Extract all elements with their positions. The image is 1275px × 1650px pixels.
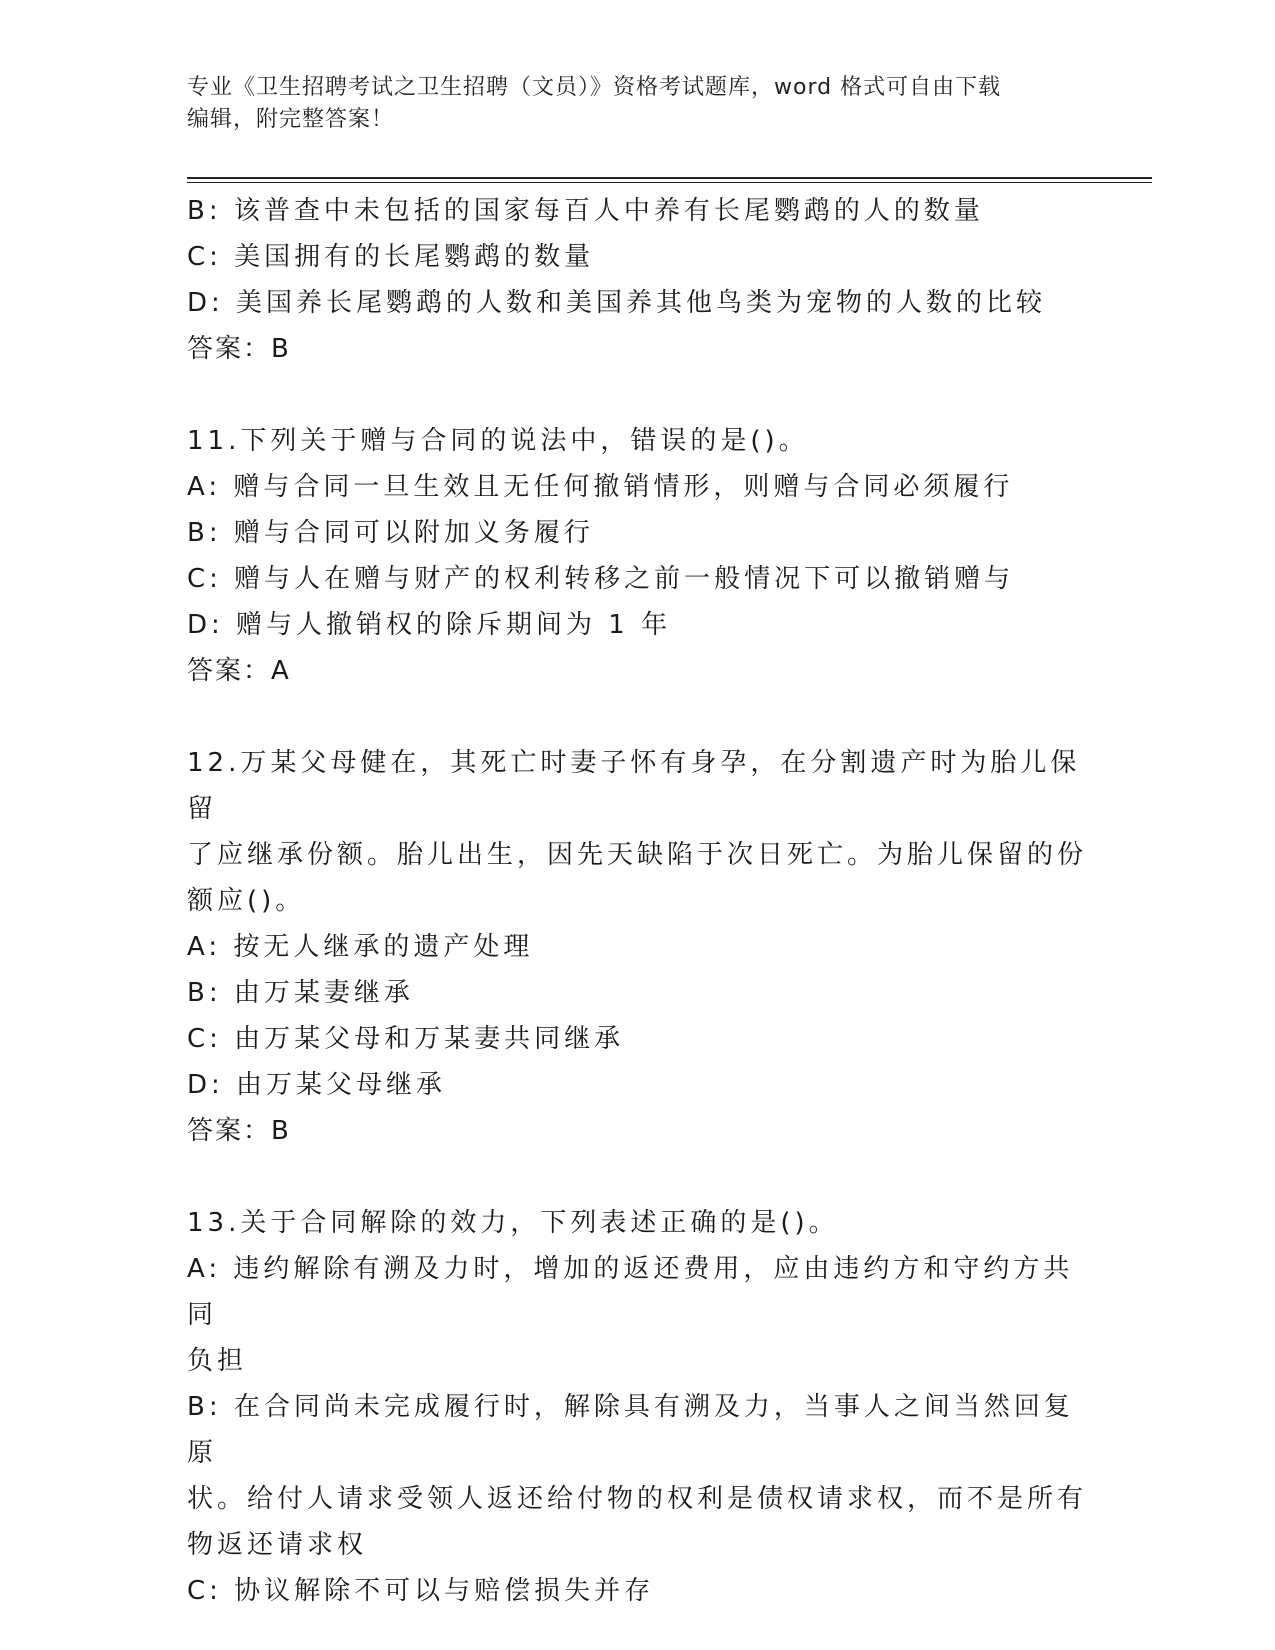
question-text-line-1: 12.万某父母健在，其死亡时妻子怀有身孕，在分割遗产时为胎儿保留 — [187, 748, 1081, 824]
option-a: A: 按无人继承的遗产处理 — [187, 932, 534, 962]
document-header — [187, 72, 1087, 136]
question-text-line-3: 额应()。 — [187, 886, 306, 916]
answer: 答案：B — [187, 334, 291, 364]
option-c: C: 美国拥有的长尾鹦鹉的数量 — [187, 242, 595, 272]
option-a: A: 赠与合同一旦生效且无任何撤销情形，则赠与合同必须履行 — [187, 472, 1014, 502]
question-11 — [187, 418, 1087, 694]
option-b: B: 由万某妻继承 — [187, 978, 414, 1008]
option-a-line-2: 负担 — [187, 1346, 248, 1376]
option-d: D: 美国养长尾鹦鹉的人数和美国养其他鸟类为宠物的人数的比较 — [187, 288, 1047, 318]
header-divider-thick — [187, 177, 1152, 179]
answer: 答案：A — [187, 656, 291, 686]
option-a-line-1: A: 违约解除有溯及力时，增加的返还费用，应由违约方和守约方共同 — [187, 1254, 1074, 1330]
option-c: C: 协议解除不可以与赔偿损失并存 — [187, 1576, 655, 1606]
option-b-line-2: 状。给付人请求受领人返还给付物的权利是债权请求权，而不是所有 — [187, 1484, 1088, 1514]
question-text-line-2: 了应继承份额。胎儿出生，因先天缺陷于次日死亡。为胎儿保留的份 — [187, 840, 1088, 870]
option-b: B: 赠与合同可以附加义务履行 — [187, 518, 594, 548]
option-d: D: 赠与人撤销权的除斥期间为 1 年 — [187, 610, 672, 640]
option-b-line-1: B: 在合同尚未完成履行时，解除具有溯及力，当事人之间当然回复原 — [187, 1392, 1074, 1468]
option-c: C: 由万某父母和万某妻共同继承 — [187, 1024, 625, 1054]
question-13 — [187, 1200, 1087, 1614]
option-b-line-3: 物返还请求权 — [187, 1530, 368, 1560]
option-b: B: 该普查中未包括的国家每百人中养有长尾鹦鹉的人的数量 — [187, 196, 984, 226]
question-10 — [187, 188, 1087, 372]
answer: 答案：B — [187, 1116, 291, 1146]
header-line-1: 专业《卫生招聘考试之卫生招聘（文员）》资格考试题库，word 格式可自由下载 — [187, 75, 1002, 100]
option-c: C: 赠与人在赠与财产的权利转移之前一般情况下可以撤销赠与 — [187, 564, 1015, 594]
question-12 — [187, 740, 1087, 1154]
header-line-2: 编辑，附完整答案！ — [187, 107, 395, 132]
header-divider-thin — [187, 182, 1152, 183]
option-d: D: 由万某父母继承 — [187, 1070, 447, 1100]
question-list — [187, 188, 1087, 1614]
question-text: 13.关于合同解除的效力，下列表述正确的是()。 — [187, 1208, 839, 1238]
question-text: 11.下列关于赠与合同的说法中，错误的是()。 — [187, 426, 809, 456]
